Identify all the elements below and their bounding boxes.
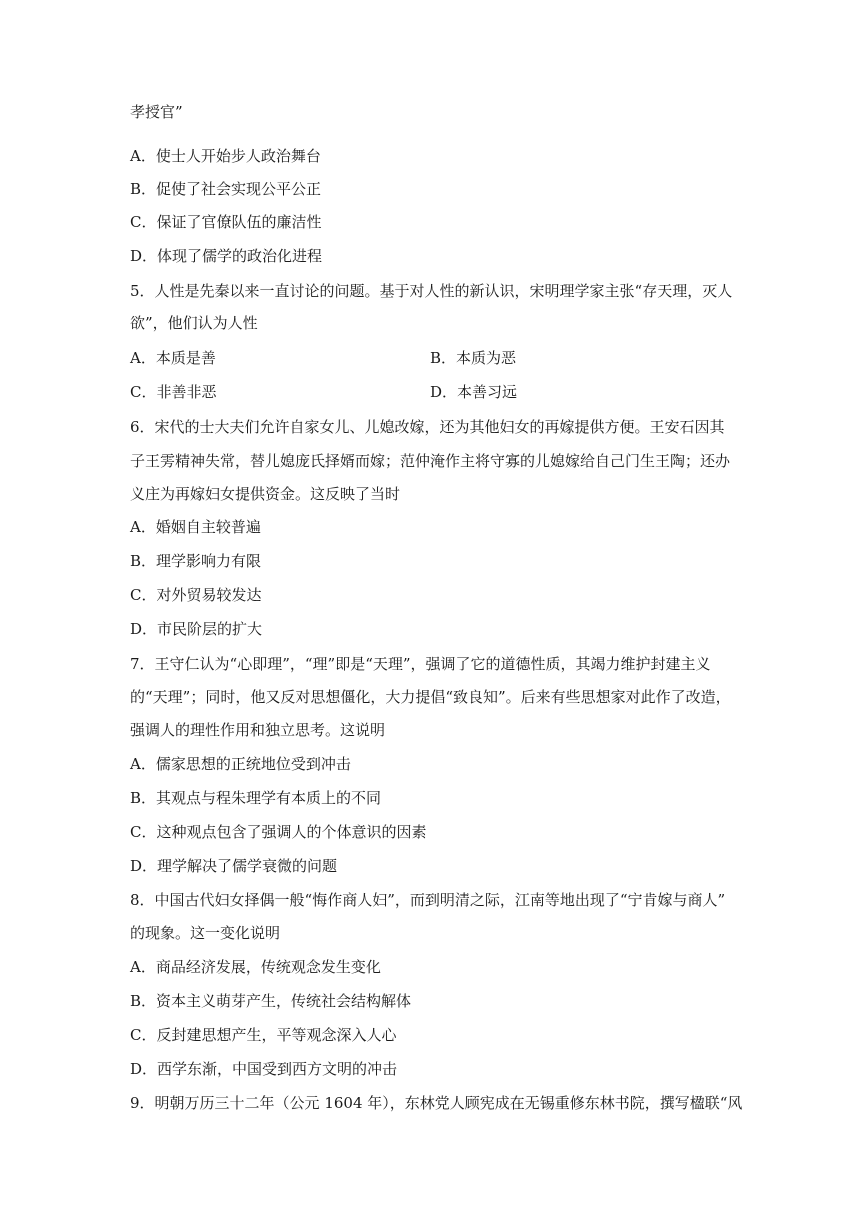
q6-option-a: A．婚姻自主较普遍 (130, 518, 261, 536)
q8-option-b: B．资本主义萌芽产生，传统社会结构解体 (130, 992, 412, 1010)
q7-stem-line3: 强调人的理性作用和独立思考。这说明 (130, 721, 386, 739)
q5-option-a: A．本质是善 (130, 349, 216, 367)
q4-stem-tail: 孝授官” (130, 103, 183, 121)
q6-option-d: D．市民阶层的扩大 (130, 620, 263, 638)
q7-stem-line1: 7．王守仁认为“心即理”，“理”即是“天理”，强调了它的道德性质，其竭力维护封建主义 (130, 655, 711, 673)
q7-option-a: A．儒家思想的正统地位受到冲击 (130, 755, 351, 773)
q5-option-b: B．本质为恶 (430, 349, 517, 367)
q6-stem-line3: 义庄为再嫁妇女提供资金。这反映了当时 (130, 485, 401, 503)
q8-option-c: C．反封建思想产生，平等观念深入人心 (130, 1026, 397, 1044)
q7-option-c: C．这种观点包含了强调人的个体意识的因素 (130, 823, 427, 841)
q6-stem-line1: 6．宋代的士大夫们允许自家女儿、儿媳改嫁，还为其他妇女的再嫁提供方便。王安石因其 (130, 418, 725, 436)
q5-stem-line1: 5．人性是先秦以来一直讨论的问题。基于对人性的新认识，宋明理学家主张“存天理，灭人 (130, 282, 733, 300)
q9-stem-line1: 9．明朝万历三十二年（公元 1604 年），东林党人顾宪成在无锡重修东林书院，撰写楹联“风 (130, 1094, 743, 1112)
q7-stem-line2: 的“天理”；同时，他又反对思想僵化，大力提倡“致良知”。后来有些思想家对此作了改造， (130, 688, 731, 706)
q4-option-b: B．促使了社会实现公平公正 (130, 180, 322, 198)
q5-stem-line2: 欲”，他们认为人性 (130, 314, 258, 332)
q6-option-b: B．理学影响力有限 (130, 552, 262, 570)
q6-option-c: C．对外贸易较发达 (130, 586, 262, 604)
q7-option-b: B．其观点与程朱理学有本质上的不同 (130, 789, 382, 807)
q4-option-c: C．保证了官僚队伍的廉洁性 (130, 213, 322, 231)
q8-option-d: D．西学东渐，中国受到西方文明的冲击 (130, 1060, 398, 1078)
q4-option-a: A．使士人开始步人政治舞台 (130, 147, 321, 165)
q8-stem-line1: 8．中国古代妇女择偶一般“悔作商人妇”，而到明清之际，江南等地出现了“宁肯嫁与商人” (130, 891, 726, 909)
q5-option-d: D．本善习远 (430, 383, 518, 401)
q7-option-d: D．理学解决了儒学衰微的问题 (130, 857, 338, 875)
q8-option-a: A．商品经济发展，传统观念发生变化 (130, 958, 381, 976)
q6-stem-line2: 子王雱精神失常，替儿媳庞氏择婿而嫁；范仲淹作主将守寡的儿媳嫁给自己门生王陶；还办 (130, 452, 731, 470)
q5-option-c: C．非善非恶 (130, 383, 217, 401)
q8-stem-line2: 的现象。这一变化说明 (130, 924, 281, 942)
q4-option-d: D．体现了儒学的政治化进程 (130, 247, 323, 265)
